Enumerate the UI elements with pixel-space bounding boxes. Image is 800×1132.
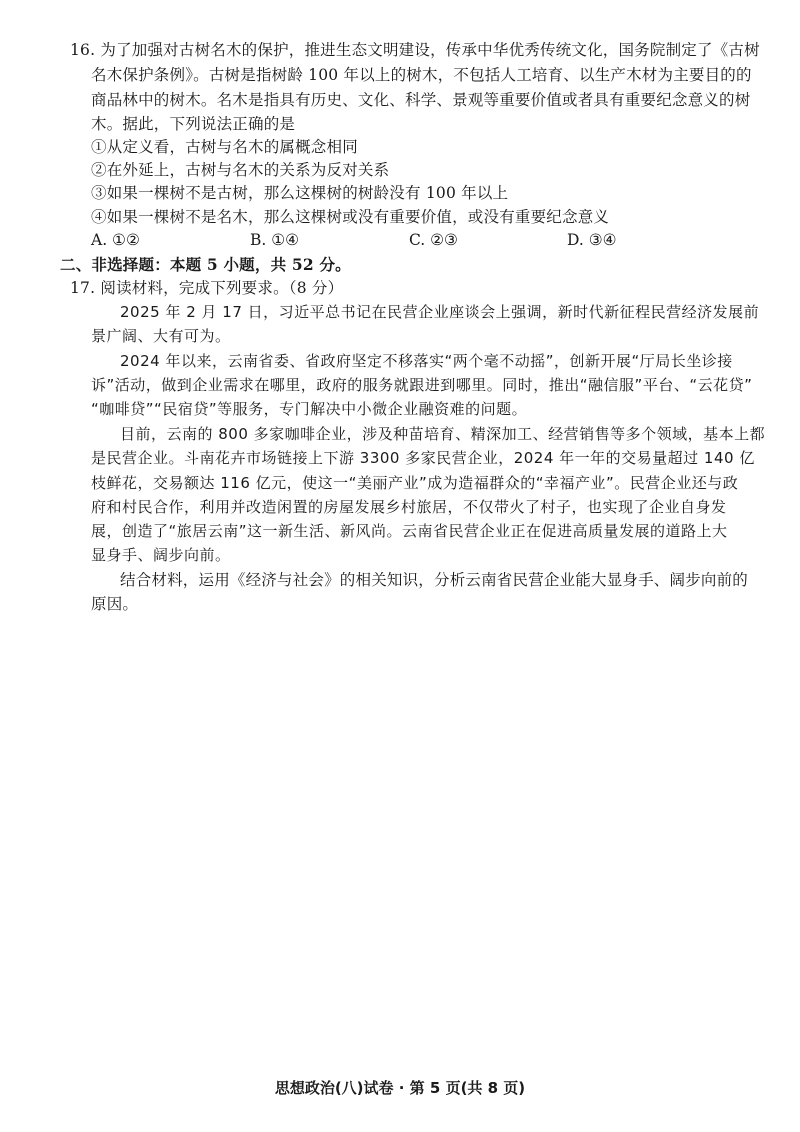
q17-material-line-2: 景广阔、大有可为。 [91,327,231,345]
page-footer: 思想政治(八)试卷 · 第 5 页(共 8 页) [274,1079,526,1097]
q16-stem-line-4: 木。据此，下列说法正确的是 [91,115,296,133]
q17-question-line-1: 结合材料，运用《经济与社会》的相关知识，分析云南省民营企业能大显身手、阔步向前的 [120,571,749,589]
q17-material-line-8: 枝鲜花，交易额达 116 亿元，使这一“美丽产业”成为造福群众的“幸福产业”。民营企业还与政 [91,474,739,492]
q16-statement-1: ①从定义看，古树与名木的属概念相同 [91,138,358,156]
q16-stem-line-1: 16. 为了加强对古树名木的保护，推进生态文明建设，传承中华优秀传统文化，国务院制定了《古树 [70,41,760,59]
q16-option-b: B. ①④ [250,231,300,249]
q17-heading: 17. 阅读材料，完成下列要求。（8 分） [70,279,344,297]
q17-material-line-9: 府和村民合作，利用并改造闲置的房屋发展乡村旅居，不仅带火了村子，也实现了企业自身发 [91,498,727,516]
section-2-heading: 二、非选择题：本题 5 小题，共 52 分。 [60,255,351,274]
q17-material-line-5: “咖啡贷”“民宿贷”等服务，专门解决中小微企业融资难的问题。 [91,400,528,418]
q17-material-line-3: 2024 年以来，云南省委、省政府坚定不移落实“两个毫不动摇”，创新开展“厅局长坐诊接 [120,352,733,370]
q16-statement-3: ③如果一棵树不是古树，那么这棵树的树龄没有 100 年以上 [91,184,509,202]
q17-material-line-4: 诉”活动，做到企业需求在哪里，政府的服务就跟进到哪里。同时，推出“融信服”平台、“云花贷” [91,376,753,394]
q16-stem-line-3: 商品林中的树木。名木是指具有历史、文化、科学、景观等重要价值或者具有重要纪念意义的树 [91,91,751,109]
q17-material-line-6: 目前，云南的 800 多家咖啡企业，涉及种苗培育、精深加工、经营销售等多个领域，基本上都 [120,425,766,443]
q16-stem-line-2: 名木保护条例》。古树是指树龄 100 年以上的树木，不包括人工培育、以生产木材为主要目的的 [91,66,752,84]
q17-question-line-2: 原因。 [91,595,139,613]
q16-option-c: C. ②③ [409,231,458,249]
q16-option-a: A. ①② [91,231,140,249]
q16-option-d: D. ③④ [567,231,617,249]
q16-statement-4: ④如果一棵树不是名木，那么这棵树或没有重要价值，或没有重要纪念意义 [91,208,610,226]
q17-material-line-11: 显身手、阔步向前。 [91,546,231,564]
q16-options [91,229,651,251]
q17-material-line-1: 2025 年 2 月 17 日，习近平总书记在民营企业座谈会上强调，新时代新征程民营经济发展前 [120,303,760,321]
q17-material-line-10: 展，创造了“旅居云南”这一新生活、新风尚。云南省民营企业正在促进高质量发展的道路上大 [91,522,728,540]
q16-statement-2: ②在外延上，古树与名木的关系为反对关系 [91,161,390,179]
q17-material-line-7: 是民营企业。斗南花卉市场链接上下游 3300 多家民营企业，2024 年一年的交易量超过 140 亿 [91,449,755,467]
